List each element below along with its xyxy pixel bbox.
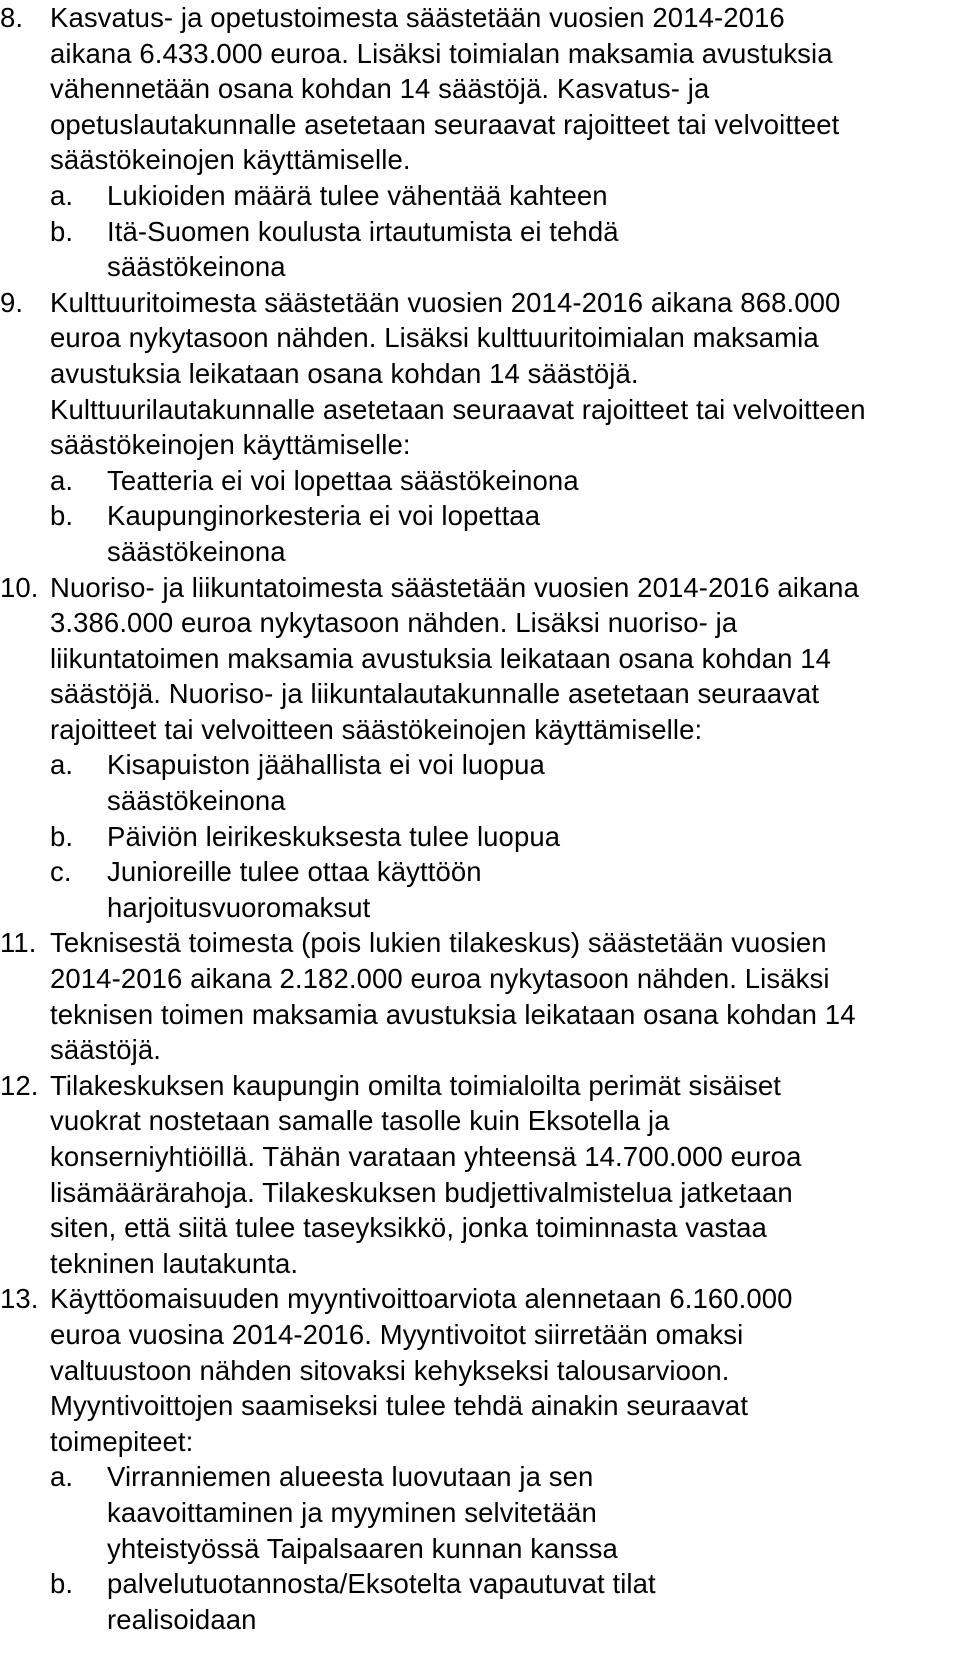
subitem-text: Kaupunginorkesteria ei voi lopettaa säästökeinona (107, 500, 541, 567)
item-text: Tilakeskuksen kaupungin omilta toimialoilta perimät sisäiset vuokrat nostetaan samalle tasolle kuin Eksotella ja konserniyhtiöillä. Tähän varataan yhteensä 14.700.000 euroa lisämäärärahoja. Tilakeskuksen budjettivalmistelua jatketaan siten, että siitä tulee taseyksikkö, jonka toiminnasta vastaa tekninen lautakunta. (50, 1069, 802, 1279)
item-number: 9. (0, 286, 24, 318)
item-text: Käyttöomaisuuden myyntivoittoarviota alennetaan 6.160.000 euroa vuosina 2014-2016. Myyntivoitot siirretään omaksi valtuustoon nähden sitovaksi kehykseksi talousarvioon. Myyntivoittojen saamiseksi tulee tehdä ainakin seuraavat toimepiteet: (50, 1283, 793, 1457)
item-text: Kulttuuritoimesta säästetään vuosien 2014-2016 aikana 868.000 euroa nykytasoon nähden. Lisäksi kulttuuritoimialan maksamia avustuksia leikataan osana kohdan 14 säästöjä. Kulttuurilautakunnalle asetetaan seuraavat rajoitteet tai velvoitteen säästökeinojen käyttämiselle: (50, 286, 866, 461)
subitem-letter: b. (50, 500, 74, 532)
subitem-8b (0, 214, 667, 285)
list-item-8 (0, 0, 840, 178)
subitem-text: Itä-Suomen koulusta irtautumista ei tehdä säästökeinona (107, 215, 619, 283)
subitem-9b (0, 498, 607, 569)
list-item-10 (0, 570, 890, 748)
list-item-13 (0, 1281, 850, 1459)
subitem-8a (0, 178, 727, 214)
subitem-letter: b. (50, 820, 74, 852)
subitem-text: palvelutuotannosta/Eksotelta vapautuvat tilat realisoidaan (107, 1568, 656, 1635)
subitem-10c (0, 854, 567, 925)
subitem-text: Päiviön leirikeskuksesta tulee luopua (107, 820, 561, 852)
subitem-text: Virranniemen alueesta luovutaan ja sen kaavoittaminen ja myyminen selvitetään yhteistyössä Taipalsaaren kunnan kanssa (107, 1461, 618, 1564)
item-number: 13. (0, 1283, 39, 1315)
subitem-10b (0, 819, 667, 855)
list-item-11 (0, 925, 900, 1067)
subitem-10a (0, 747, 607, 818)
list-item-12 (0, 1068, 850, 1282)
item-text: Kasvatus- ja opetustoimesta säästetään vuosien 2014-2016 aikana 6.433.000 euroa. Lisäksi toimialan maksamia avustuksia vähennetään osana kohdan 14 säästöjä. Kasvatus- ja opetuslautakunnalle asetetaan seuraavat rajoitteet tai velvoitteet säästökeinojen käyttämiselle. (50, 2, 840, 176)
subitem-text: Kisapuiston jäähallista ei voi luopua säästökeinona (107, 749, 545, 817)
item-text: Nuoriso- ja liikuntatoimesta säästetään vuosien 2014-2016 aikana 3.386.000 euroa nykytasoon nähden. Lisäksi nuoriso- ja liikuntatoimen maksamia avustuksia leikataan osana kohdan 14 säästöjä. Nuoriso- ja liikuntalautakunnalle asetetaan seuraavat rajoitteet tai velvoitteen säästökeinojen käyttämiselle: (50, 571, 859, 745)
subitem-letter: b. (50, 1568, 74, 1600)
item-number: 8. (0, 2, 24, 33)
subitem-text: Teatteria ei voi lopettaa säästökeinona (107, 464, 579, 496)
item-text: Teknisestä toimesta (pois lukien tilakeskus) säästetään vuosien 2014-2016 aikana 2.182.000 euroa nykytasoon nähden. Lisäksi teknisen toimen maksamia avustuksia leikataan osana kohdan 14 säästöjä. (50, 927, 856, 1066)
subitem-9a (0, 463, 707, 499)
subitem-letter: a. (50, 464, 74, 496)
list-item-9 (0, 285, 880, 463)
subitem-13a (0, 1459, 687, 1566)
subitem-13b (0, 1566, 707, 1637)
subitem-letter: a. (50, 179, 74, 211)
item-number: 11. (0, 927, 37, 959)
subitem-text: Junioreille tulee ottaa käyttöön harjoitusvuoromaksut (107, 856, 482, 923)
subitem-letter: a. (50, 1461, 74, 1493)
item-number: 12. (0, 1069, 39, 1101)
subitem-letter: c. (50, 856, 72, 888)
subitem-letter: b. (50, 215, 74, 247)
item-number: 10. (0, 571, 39, 603)
subitem-letter: a. (50, 749, 74, 781)
subitem-text: Lukioiden määrä tulee vähentää kahteen (107, 179, 608, 211)
